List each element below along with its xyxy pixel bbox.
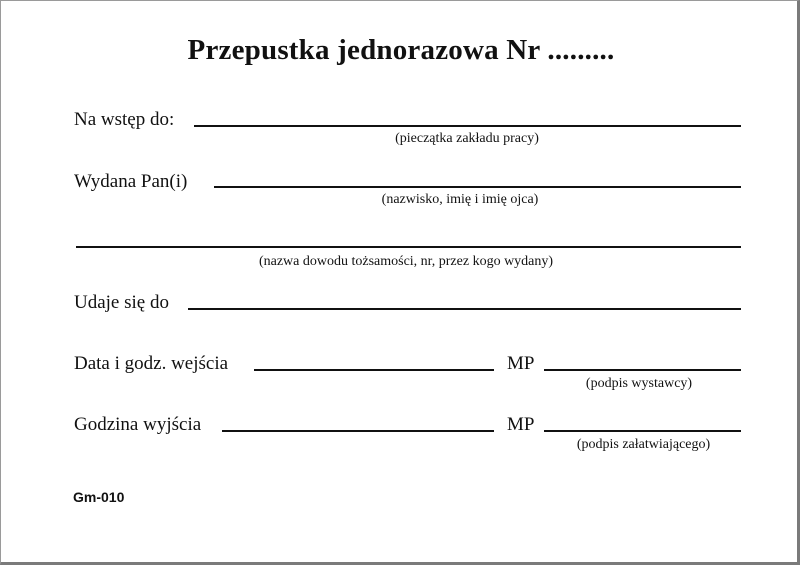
id-document-caption: (nazwa dowodu tożsamości, nr, przez kogo wydany) (258, 254, 554, 269)
entry-datetime-label: Data i godz. wejścia (74, 353, 229, 374)
issuer-signature-line[interactable] (544, 369, 741, 371)
destination-label: Udaje się do (74, 292, 169, 313)
issuer-signature-caption: (podpis wystawcy) (585, 376, 693, 391)
destination-field-line[interactable] (188, 308, 741, 310)
handler-signature-line[interactable] (544, 430, 741, 432)
issued-caption: (nazwisko, imię i imię ojca) (381, 192, 539, 207)
mp-stamp-label-1: MP (507, 353, 535, 374)
id-document-field-line[interactable] (76, 246, 741, 248)
exit-time-label: Godzina wyjścia (74, 414, 202, 435)
handler-signature-caption: (podpis załatwiającego) (576, 437, 711, 452)
issued-field-line[interactable] (214, 186, 741, 188)
mp-stamp-label-2: MP (507, 414, 535, 435)
form-title: Przepustka jednorazowa Nr ......... (187, 34, 615, 66)
entry-datetime-field-line[interactable] (254, 369, 494, 371)
exit-time-field-line[interactable] (222, 430, 494, 432)
form-code: Gm-010 (73, 489, 125, 505)
entry-caption: (pieczątka zakładu pracy) (395, 131, 539, 146)
issued-label: Wydana Pan(i) (74, 171, 188, 192)
entry-label: Na wstęp do: (74, 109, 175, 130)
entry-field-line[interactable] (194, 125, 741, 127)
